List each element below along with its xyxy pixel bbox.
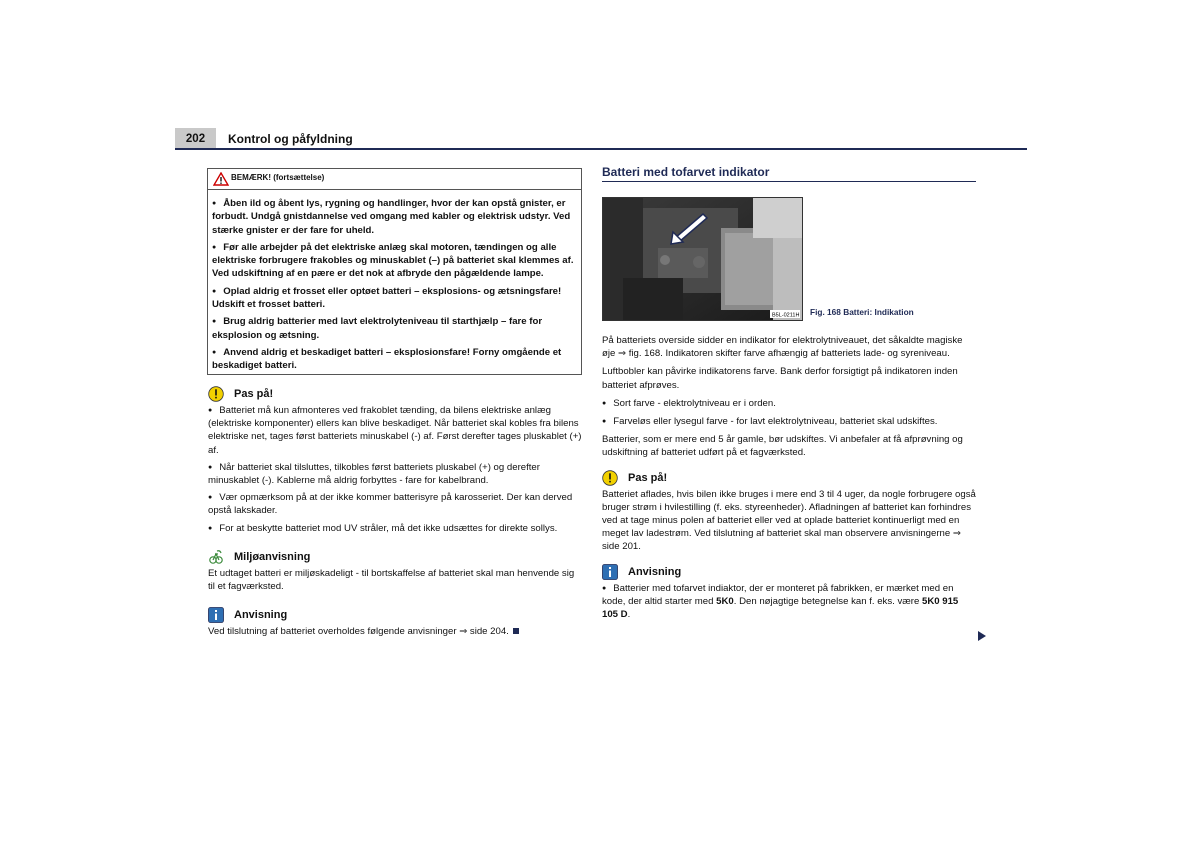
note-text: ● Batterier med tofarvet indiaktor, der er monteret på fabrikken, er mærket med en kode, der altid starter med 5K0. Den nøjagtige betegnelse kan f. eks. være 5K0 915 105 D. bbox=[602, 582, 976, 622]
warning-triangle-icon bbox=[213, 172, 229, 186]
chapter-title: Kontrol og påfyldning bbox=[228, 132, 353, 146]
left-column bbox=[208, 386, 582, 642]
note-heading bbox=[208, 607, 582, 623]
caution-title: Pas på! bbox=[628, 471, 668, 484]
warning-item: ● Oplad aldrig et frosset eller optøet batteri – eksplosions- og ætsningsfare! Udskift et frosset batteri. bbox=[212, 285, 578, 312]
caution-item: ● Batteriet må kun afmonteres ved frakoblet tænding, da bilens elektriske anlæg (elektriske komponenter) ellers kan blive beskadiget. Når batteriet skal kobles fra bilens elektriske net, tages først batteriets minuskabel (-) af. Først derefter tages pluskablet (+) af. bbox=[208, 404, 582, 457]
info-icon bbox=[208, 607, 224, 623]
warning-item: ● Anvend aldrig et beskadiget batteri – eksplosionsfare! Forny omgående et beskadiget batteri. bbox=[212, 346, 578, 373]
note-title: Anvisning bbox=[234, 609, 288, 622]
paragraph-2: Luftbobler kan påvirke indikatorens farve. Bank derfor forsigtigt på indikatoren inden batteriet afprøves. bbox=[602, 366, 958, 391]
environment-heading bbox=[208, 549, 582, 565]
section-title: Batteri med tofarvet indikator bbox=[602, 165, 770, 179]
page-number: 202 bbox=[175, 128, 216, 150]
caution-item: ● Når batteriet skal tilsluttes, tilkobles først batteriets pluskabel (+) og derefter minuskablet (-). Kablerne må aldrig forbyttes - fare for kabelbrand. bbox=[208, 461, 582, 487]
section-rule bbox=[602, 181, 976, 182]
indicator-bullet: ● Sort farve - elektrolytniveau er i orden. bbox=[602, 397, 976, 410]
caution-item: ● Vær opmærksom på at der ikke kommer batterisyre på karosseriet. Der kan derved opstå lakskader. bbox=[208, 491, 582, 517]
info-icon bbox=[602, 564, 618, 580]
paragraph-3: Batterier, som er mere end 5 år gamle, bør udskiftes. Vi anbefaler at få afprøvning og udskiftning af batteriet udført på et fagværksted. bbox=[602, 434, 963, 459]
warning-item: ● Åben ild og åbent lys, rygning og handlinger, hvor der kan opstå gnister, er forbudt. Undgå gnistdannelse ved omgang med kabler og elektrisk udstyr. Ved stærke gnister er der fare for uheld. bbox=[212, 197, 578, 237]
caution-text: Batteriet aflades, hvis bilen ikke bruges i mere end 3 til 4 uger, da nogle forbrugere også bruger strøm i hvilestilling (f. eks. styreenheder). Afladningen af batteriet kan forhindres ved at tage minus polen af batteriet eller ved at oplade batteriet kontinuerligt med en meget lav ladestrøm. Ved tilslutning af batteriet skal man observere anvisningerne ⇒ side 201. bbox=[602, 488, 976, 553]
part-number: 5K0 915 105 D bbox=[602, 595, 959, 621]
caution-icon bbox=[208, 386, 224, 402]
caution-heading bbox=[602, 470, 976, 486]
warning-header bbox=[208, 169, 581, 190]
warning-box bbox=[207, 168, 582, 375]
note-heading bbox=[602, 564, 976, 580]
right-column bbox=[602, 334, 976, 626]
note-title: Anvisning bbox=[628, 565, 682, 578]
battery-photo-illustration bbox=[603, 198, 802, 320]
paragraph-1: På batteriets overside sidder en indikator for elektrolytniveauet, det såkaldte magiske øje ⇒ fig. 168. Indikatoren skifter farve afhængig af batteriets lade- og syreniveau. bbox=[602, 335, 963, 360]
header-rule bbox=[175, 148, 1027, 150]
continue-arrow-icon bbox=[978, 631, 986, 641]
caution-title: Pas på! bbox=[234, 388, 274, 400]
warning-item: ● Brug aldrig batterier med lavt elektrolyteniveau til starthjælp – fare for eksplosion og ætsning. bbox=[212, 315, 578, 342]
warning-body bbox=[212, 197, 578, 377]
warning-item: ● Før alle arbejder på det elektriske anlæg skal motoren, tændingen og alle elektriske forbrugere frakobles og minuskablet (–) på batteriet skal klemmes af. Ved udskiftning af en pære er det nok at afbryde den pågældende lampe. bbox=[212, 241, 578, 281]
end-of-section-mark bbox=[513, 628, 519, 634]
figure-code: B5L-0211H bbox=[772, 312, 800, 319]
environment-title: Miljøanvisning bbox=[234, 550, 311, 563]
caution-icon bbox=[602, 470, 618, 486]
caution-item: ● For at beskytte batteriet mod UV stråler, må det ikke udsættes for direkte sollys. bbox=[208, 522, 582, 535]
figure-caption: Fig. 168 Batteri: Indikation bbox=[810, 307, 914, 317]
part-code: 5K0 bbox=[716, 595, 734, 607]
environment-text: Et udtaget batteri er miljøskadeligt - til bortskaffelse af batteriet skal man henvende sig til et fagværksted. bbox=[208, 567, 575, 593]
environment-icon bbox=[208, 549, 224, 565]
battery-photo bbox=[602, 197, 803, 321]
indicator-bullet: ● Farveløs eller lysegul farve - for lavt elektrolytniveau, batteriet skal udskiftes. bbox=[602, 415, 976, 428]
caution-heading bbox=[208, 386, 582, 402]
note-text: Ved tilslutning af batteriet overholdes følgende anvisninger ⇒ side 204. bbox=[208, 625, 582, 638]
warning-title: BEMÆRK! (fortsættelse) bbox=[231, 173, 325, 182]
